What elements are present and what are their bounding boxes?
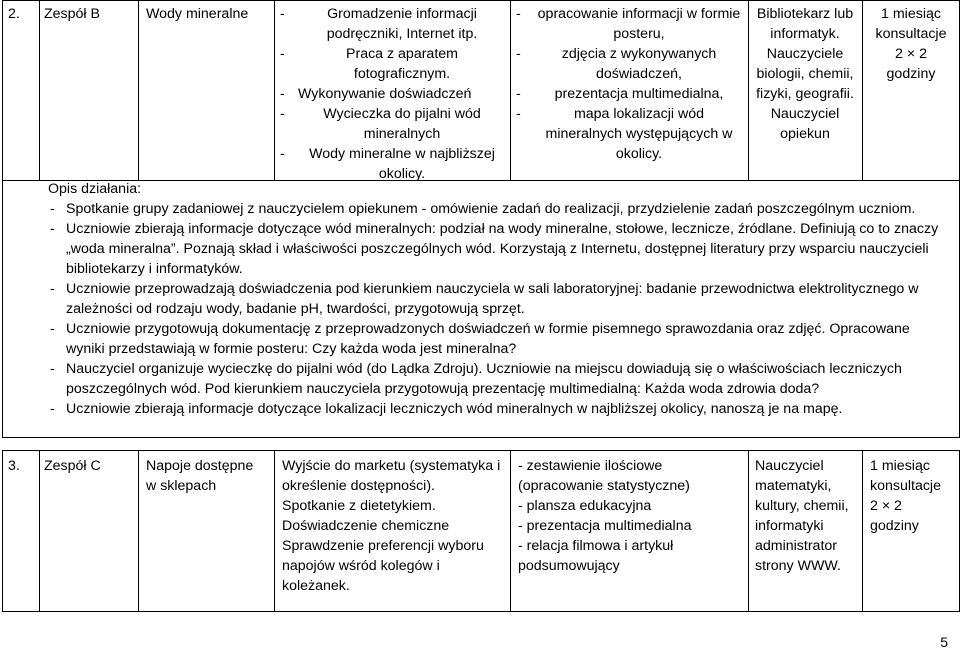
time-line: 2 × 2 bbox=[870, 498, 902, 514]
time-line: godziny bbox=[870, 518, 919, 534]
list-item: - Spotkanie grupy zadaniowej z nauczycielem opiekunem - omówienie zadań do realizacji, przydzielenie zadań poszczególnym uczniom. bbox=[48, 199, 948, 219]
list-item: - Uczniowie przygotowują dokumentację z przeprowadzonych doświadczeń w formie pisemnego sprawozdania oraz zdjęć. Opracowane wyniki przedstawiają w formie posteru: Czy każda woda jest mineralna? bbox=[48, 319, 948, 359]
opis-bottom-border bbox=[2, 437, 960, 438]
row2-actions bbox=[280, 4, 506, 184]
opis-section bbox=[48, 179, 948, 419]
row2-time bbox=[864, 4, 958, 84]
row3-top-border bbox=[2, 450, 960, 451]
product-line: - zestawienie ilościowe (opracowanie statystyczne) bbox=[518, 458, 690, 494]
time-line: konsultacje bbox=[870, 478, 941, 494]
col-divider bbox=[274, 450, 275, 612]
support-line: Nauczyciel opiekun bbox=[770, 106, 840, 142]
time-line: konsultacje bbox=[875, 26, 947, 42]
time-line: 1 miesiąc bbox=[881, 6, 941, 22]
support-line: Bibliotekarz lub informatyk. bbox=[756, 6, 854, 42]
col-divider bbox=[274, 0, 275, 181]
col-divider bbox=[39, 450, 40, 612]
time-line: 1 miesiąc bbox=[870, 458, 930, 474]
list-item: - Wykonywanie doświadczeń bbox=[280, 84, 506, 104]
action-line: Spotkanie z dietetykiem. bbox=[282, 498, 436, 514]
list-item: - mapa lokalizacji wód mineralnych występujących w okolicy. bbox=[516, 104, 744, 164]
col-divider bbox=[748, 450, 749, 612]
row3-actions bbox=[282, 456, 506, 596]
product-line: - prezentacja multimedialna bbox=[518, 518, 692, 534]
list-item: - zdjęcia z wykonywanych doświadczeń, bbox=[516, 44, 744, 84]
list-item: - Gromadzenie informacji podręczniki, Internet itp. bbox=[280, 4, 506, 44]
col-left-border-row3 bbox=[2, 450, 3, 612]
row3-support: Nauczyciel matematyki, kultury, chemii, informatyki administrator strony WWW. bbox=[755, 458, 849, 574]
row2-products bbox=[516, 4, 744, 164]
list-item: - Wycieczka do pijalni wód mineralnych bbox=[280, 104, 506, 144]
time-line: 2 × 2 bbox=[895, 46, 927, 62]
list-item: - Nauczyciel organizuje wycieczkę do pijalni wód (do Lądka Zdroju). Uczniowie na miejscu dowiadują się o właściwościach leczniczych poszczególnych wód. Pod kierunkiem nauczyciela przygotowują prezentację multimedialną: Każda woda zdrowia doda? bbox=[48, 359, 948, 399]
row3-topic: Napoje dostępne w sklepach bbox=[146, 458, 254, 494]
row3-products bbox=[518, 456, 746, 576]
col-divider bbox=[39, 0, 40, 181]
row2-topic: Wody mineralne bbox=[146, 6, 249, 22]
list-item: - opracowanie informacji w formie posteru, bbox=[516, 4, 744, 44]
row3-team: Zespół C bbox=[44, 458, 101, 474]
product-line: - relacja filmowa i artykuł podsumowujący bbox=[518, 538, 674, 574]
col-left-border bbox=[2, 0, 3, 438]
page-number: 5 bbox=[940, 634, 948, 650]
row2-team: Zespół B bbox=[44, 6, 100, 22]
row3-number: 3. bbox=[8, 458, 20, 474]
col-divider bbox=[510, 450, 511, 612]
list-item: - Uczniowie zbierają informacje dotyczące lokalizacji leczniczych wód mineralnych w najbliższej okolicy, nanoszą je na mapę. bbox=[48, 399, 948, 419]
col-divider bbox=[748, 0, 749, 181]
action-line: Sprawdzenie preferencji wyboru napojów wśród kolegów i koleżanek. bbox=[282, 538, 484, 594]
col-divider bbox=[862, 450, 863, 612]
col-divider bbox=[862, 0, 863, 181]
table-top-border bbox=[2, 0, 960, 1]
support-line: Nauczyciele biologii, chemii, fizyki, geografii. bbox=[756, 46, 854, 102]
product-line: - plansza edukacyjna bbox=[518, 498, 652, 514]
list-item: - Praca z aparatem fotograficznym. bbox=[280, 44, 506, 84]
action-line: Doświadczenie chemiczne bbox=[282, 518, 450, 534]
row3-time bbox=[870, 456, 958, 536]
list-item: - Uczniowie zbierają informacje dotyczące wód mineralnych: podział na wody mineralne, stołowe, lecznicze, źródlane. Definiują co to znaczy „woda mineralna”. Poznają skład i właściwości poszczególnych wód. Korzystają z Internetu, dostępnej literatury przy wsparciu nauczycieli bibliotekarzy i informatyków. bbox=[48, 219, 948, 279]
row3-bottom-border bbox=[2, 611, 960, 612]
action-line: Wyjście do marketu (systematyka i określenie dostępności). bbox=[282, 458, 501, 494]
row2-number: 2. bbox=[8, 6, 20, 22]
list-item: - Uczniowie przeprowadzają doświadczenia pod kierunkiem nauczyciela w sali laboratoryjnej: badanie przewodnictwa elektrolitycznego w zależności od rodzaju wody, badanie pH, twardości, przygotowują sprzęt. bbox=[48, 279, 948, 319]
col-divider bbox=[510, 0, 511, 181]
col-divider bbox=[138, 0, 139, 181]
opis-label: Opis działania: bbox=[48, 181, 142, 197]
time-line: godziny bbox=[886, 66, 936, 82]
list-item: - prezentacja multimedialna, bbox=[516, 84, 744, 104]
col-divider bbox=[138, 450, 139, 612]
list-item: - Wody mineralne w najbliższej okolicy. bbox=[280, 144, 506, 184]
row2-support bbox=[750, 4, 860, 144]
